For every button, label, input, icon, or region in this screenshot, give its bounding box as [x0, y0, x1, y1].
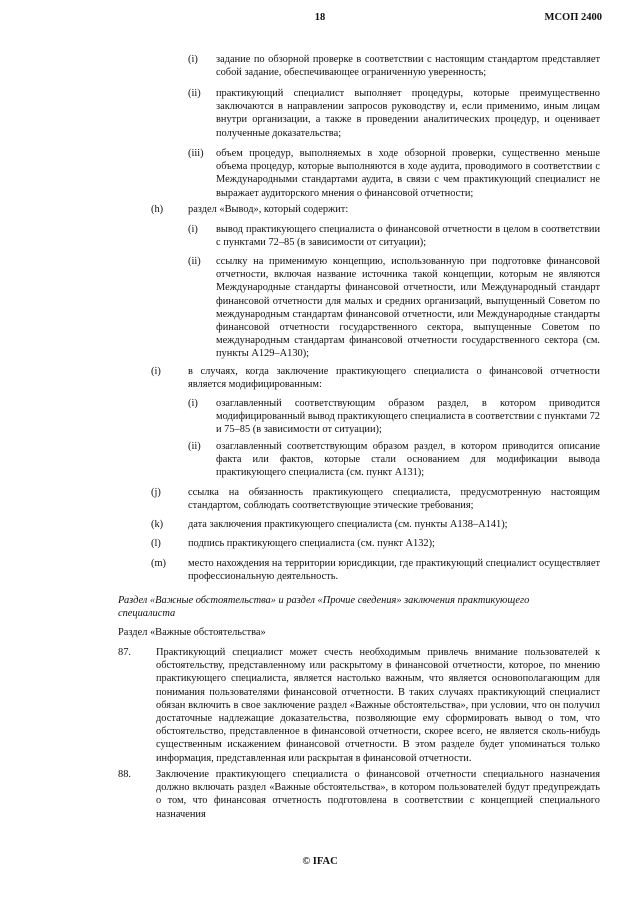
item-marker: (j)	[151, 487, 161, 498]
list-item	[188, 53, 600, 79]
item-text: вывод практикующего специалиста о финансовой отчетности в целом в соответствии с пунктами 72–85 (в зависимости от ситуации);	[216, 224, 600, 249]
item-text: озаглавленный соответствующим образом раздел, в котором приводится описание факта или фактов, которые стали основанием для модификации вывода практикующего специалиста (см. пункт A131);	[216, 441, 600, 479]
item-marker: (i)	[188, 224, 198, 235]
item-text: подпись практикующего специалиста (см. пункт A132);	[188, 538, 435, 549]
item-marker: (i)	[188, 54, 198, 65]
page-number: 18	[314, 12, 326, 23]
item-text: ссылку на применимую концепцию, использованную при подготовке финансовой отчетности, включая название источника такой концепции, которым не являются Международные стандарты финансовой отчетности, или Международный стандарт финансовой отчетности для малых и средних организаций, выпущенный Советом по международным стандартам финансовой отчетности, или Международные стандарты финансовой отчетности государственного сектора, выпущенные Советом по международным стандартам финансовой отчетности государственного сектора (см. пункты A129–A130);	[216, 256, 600, 360]
paragraph-text: Практикующий специалист может счесть необходимым привлечь внимание пользователей к обстоятельству, представленному или раскрытому в финансовой отчетности, которое, по мнению практикующего специалиста, является настолько важным, что является основополагающим для понимания пользователями финансовой отчетности. В таких случаях практикующий специалист обязан включить в свое заключение раздел «Важные обстоятельства», при условии, что он получил достаточные надлежащие доказательства, позволяющие ему сформировать вывод о том, что обстоятельство, представленное в финансовой отчетности, скорее всего, не является сколь-нибудь существенным искажением финансовой отчетности. В этом разделе будет упоминаться только информация, представленная или раскрытая в финансовой отчетности.	[156, 647, 600, 764]
item-text: объем процедур, выполняемых в ходе обзорной проверки, существенно меньше объема процедур, которые выполняются в ходе аудита, проводимого в соответствии с Международными стандартами аудита, в связи с чем практикующий специалист не выражает аудиторского мнения о финансовой отчетности;	[216, 148, 600, 199]
item-marker: (ii)	[188, 441, 201, 452]
sub-heading: Раздел «Важные обстоятельства»	[118, 627, 266, 638]
paragraph-number: 87.	[118, 647, 131, 658]
document-code: МСОП 2400	[544, 12, 602, 23]
list-item-j	[151, 486, 600, 512]
item-text: место нахождения на территории юрисдикции, где практикующий специалист осуществляет профессиональную деятельность.	[188, 558, 600, 583]
list-item	[188, 397, 600, 437]
list-item	[188, 147, 600, 200]
list-item-h	[151, 203, 600, 216]
item-marker: (k)	[151, 519, 164, 530]
item-marker: (ii)	[188, 88, 201, 99]
item-marker: (ii)	[188, 256, 201, 267]
item-text: практикующий специалист выполняет процедуры, которые преимущественно заключаются в направлении запросов руководству и, если применимо, иным лицам внутри организации, а также в проведении аналитических процедур, и оценивает полученные доказательства;	[216, 88, 600, 139]
section-heading: Раздел «Важные обстоятельства» и раздел «Прочие сведения» заключения практикующего специалиста	[118, 595, 530, 620]
list-item	[188, 223, 600, 249]
list-item-l	[151, 537, 600, 550]
item-marker: (l)	[151, 538, 161, 549]
list-item-i	[151, 365, 600, 391]
item-text: раздел «Вывод», который содержит:	[188, 204, 349, 215]
item-marker: (m)	[151, 558, 167, 569]
item-text: озаглавленный соответствующим образом раздел, в котором приводится модифицированный вывод практикующего специалиста в соответствии с пунктами 72 и 75–85 (в зависимости от ситуации);	[216, 398, 600, 436]
item-text: в случаях, когда заключение практикующего специалиста о финансовой отчетности является модифицированным:	[188, 366, 600, 391]
list-item	[188, 440, 600, 480]
paragraph-88	[118, 768, 600, 821]
list-item-m	[151, 557, 600, 583]
paragraph-text: Заключение практикующего специалиста о финансовой отчетности специального назначения должно включать раздел «Важные обстоятельства», в котором пользователей будут предупреждать о том, что финансовая отчетность подготовлена в соответствии с концепцией специального назначения	[156, 769, 600, 820]
item-text: дата заключения практикующего специалиста (см. пункты A138–A141);	[188, 519, 508, 530]
footer-copyright: © IFAC	[302, 856, 338, 867]
list-item-k	[151, 518, 600, 531]
item-marker: (i)	[151, 366, 161, 377]
paragraph-number: 88.	[118, 769, 131, 780]
list-item	[188, 87, 600, 140]
list-item	[188, 255, 600, 361]
item-marker: (h)	[151, 204, 164, 215]
item-text: ссылка на обязанность практикующего специалиста, предусмотренную настоящим стандартом, соблюдать соответствующие этические требования;	[188, 487, 600, 512]
item-marker: (i)	[188, 398, 198, 409]
paragraph-87	[118, 646, 600, 765]
item-marker: (iii)	[188, 148, 204, 159]
item-text: задание по обзорной проверке в соответствии с настоящим стандартом представляет собой задание, обеспечивающее ограниченную уверенность;	[216, 54, 600, 79]
